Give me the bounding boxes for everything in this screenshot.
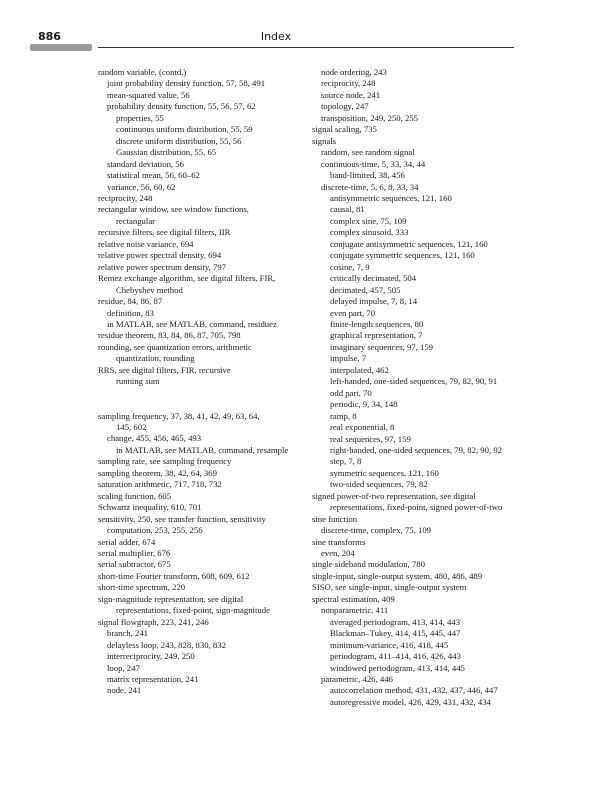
index-entry: signals xyxy=(312,135,337,146)
spacer xyxy=(98,388,310,399)
index-entry: decimated, 457, 505 xyxy=(330,284,401,295)
index-entry: averaged periodogram, 413, 414, 443 xyxy=(330,616,461,627)
index-entry: serial adder, 674 xyxy=(98,536,156,547)
index-entry: rectangular xyxy=(116,215,156,226)
index-entry: rounding, see quantization errors, arithmetic xyxy=(98,341,252,352)
index-entry: variance, 56, 60, 62 xyxy=(107,181,176,192)
index-entry: relative noise variance, 694 xyxy=(98,238,194,249)
index-entry: impulse, 7 xyxy=(330,353,367,364)
index-entry: representations, fixed-point, sign-magnitude xyxy=(116,605,270,616)
index-entry: sampling frequency, 37, 38, 41, 42, 49, 63, 64, xyxy=(98,410,260,421)
index-entry: antisymmetric sequences, 121, 160 xyxy=(330,192,452,203)
index-entry: right-handed, one-sided sequences, 79, 82, 90, 92 xyxy=(330,444,503,455)
index-entry: conjugate antisymmetric sequences, 121, 160 xyxy=(330,238,488,249)
index-entry: probability density function, 55, 56, 57, 62 xyxy=(107,101,256,112)
index-entry: scaling function, 605 xyxy=(98,490,172,501)
index-entry: representations, fixed-point, signed power-of-two xyxy=(330,502,503,513)
index-entry: in MATLAB, see MATLAB, command, resample xyxy=(116,444,289,455)
index-entry: autoregressive model, 426, 429, 431, 432, 434 xyxy=(330,696,491,707)
page-number: 886 xyxy=(38,30,61,43)
index-entry: matrix representation, 241 xyxy=(107,673,199,684)
index-entry: even, 204 xyxy=(321,548,355,559)
index-entry: random variable, (contd.) xyxy=(98,67,187,77)
index-entry: symmetric sequences, 121, 160 xyxy=(330,467,439,478)
index-entry: saturation arithmetic, 717, 718, 732 xyxy=(98,479,222,490)
index-entry: periodic, 9, 34, 148 xyxy=(330,399,398,410)
index-entry: windowed periodogram, 413, 414, 445 xyxy=(330,662,465,673)
thumb-tab-marker xyxy=(30,44,92,51)
index-entry: Remez exchange algorithm, see digital filters, FIR, xyxy=(98,273,276,284)
index-entry: sign-magnitude representation, see digital xyxy=(98,593,244,604)
index-entry: continuous-time, 5, 33, 34, 44 xyxy=(321,158,426,169)
index-entry: graphical representation, 7 xyxy=(330,330,423,341)
index-entry: SISO, see single-input, single-output system xyxy=(312,582,467,593)
page-header xyxy=(38,30,514,48)
index-entry: source node, 241 xyxy=(321,89,381,100)
index-entry: interreciprocity, 249, 250 xyxy=(107,651,195,662)
index-entry: sine transforms xyxy=(312,536,366,547)
index-entry: causal, 81 xyxy=(330,204,365,215)
index-entry: in MATLAB, see MATLAB, command, residuez xyxy=(107,318,277,329)
index-entry: Blackman–Tukey, 414, 415, 445, 447 xyxy=(330,628,461,639)
index-entry: short-time spectrum, 220 xyxy=(98,582,186,593)
index-entry: relative power spectral density, 694 xyxy=(98,250,222,261)
index-entry: sensitivity, 250, see transfer function, sensitivity xyxy=(98,513,266,524)
index-entry: short-time Fourier transform, 608, 609, 612 xyxy=(98,570,250,581)
index-entry: two-sided sequences, 79, 82 xyxy=(330,479,428,490)
index-entry: sampling rate, see sampling frequency xyxy=(98,456,232,467)
index-entry: single-input, single-output system, 480, 486, 489 xyxy=(312,570,483,581)
index-entry: branch, 241 xyxy=(107,628,149,639)
index-entry: RRS, see digital filters, FIR, recursive xyxy=(98,364,231,375)
index-entry: imaginary sequences, 97, 159 xyxy=(330,341,434,352)
index-entry: Chebyshev method xyxy=(116,284,183,295)
index-entry: step, 7, 8 xyxy=(330,456,362,467)
index-entry: spectral estimation, 409 xyxy=(312,593,395,604)
index-entry: residue theorem, 83, 84, 86, 87, 705, 798 xyxy=(98,330,241,341)
index-entry: continuous uniform distribution, 55, 59 xyxy=(116,124,253,135)
index-entry: properties, 55 xyxy=(116,112,164,123)
index-entry: serial multiplier, 676 xyxy=(98,548,171,558)
index-entry: even part, 70 xyxy=(330,307,376,318)
index-entry: joint probability density function, 57, 58, 491 xyxy=(107,78,266,89)
index-entry: residue, 84, 86, 87 xyxy=(98,296,163,307)
index-entry: delayless loop, 243, 828, 830, 832 xyxy=(107,639,226,650)
running-head: Index xyxy=(260,30,292,43)
index-entry: complex sinusoid, 333 xyxy=(330,227,409,238)
index-entry: discrete uniform distribution, 55, 56 xyxy=(116,135,242,146)
index-entry: nonparametric, 411 xyxy=(321,605,389,616)
header-rule xyxy=(98,47,514,48)
index-entry: random, see random signal xyxy=(321,147,415,158)
index-entry: statistical mean, 56, 60–62 xyxy=(107,170,200,181)
index-entry: standard deviation, 56 xyxy=(107,158,184,169)
index-entry: rectangular window, see window functions, xyxy=(98,204,249,215)
index-entry: change, 455, 456, 465, 493 xyxy=(107,433,202,444)
index-entry: single sideband modulation, 780 xyxy=(312,559,425,570)
index-entry: topology, 247 xyxy=(321,101,369,112)
index-entry: Gaussian distribution, 55, 65 xyxy=(116,147,217,158)
index-entry: reciprocity, 248 xyxy=(321,78,376,89)
index-entry: relative power spectrum density, 797 xyxy=(98,261,227,272)
index-entry: delayed impulse, 7, 8, 14 xyxy=(330,296,418,307)
index-entry: recursive filters, see digital filters, IIR xyxy=(98,227,231,238)
index-entry: computation, 253, 255, 256 xyxy=(107,525,203,536)
index-entry: running sum xyxy=(116,376,160,387)
index-entry: loop, 247 xyxy=(107,662,140,673)
index-entry: discrete-time, 5, 6, 8, 33, 34 xyxy=(321,181,419,192)
index-entry: node, 241 xyxy=(107,685,142,696)
index-entry: discrete-time, complex, 75, 109 xyxy=(321,525,432,536)
index-entry: signal scaling, 735 xyxy=(312,124,377,135)
index-entry: finite-length sequences, 80 xyxy=(330,318,424,329)
index-entry: Schwartz inequality, 610, 701 xyxy=(98,502,202,513)
index-column-left xyxy=(98,67,310,697)
index-entry: serial subtractor, 675 xyxy=(98,559,171,570)
index-entry: definition, 83 xyxy=(107,307,154,318)
index-entry: minimum-variance, 416, 418, 445 xyxy=(330,639,449,650)
index-entry: real exponential, 8 xyxy=(330,422,395,433)
index-entry: left-handed, one-sided sequences, 79, 82, 90, 91 xyxy=(330,376,498,387)
index-entry: sampling theorem, 38, 42, 64, 369 xyxy=(98,467,217,478)
index-entry: node ordering, 243 xyxy=(321,67,387,77)
index-entry: band-limited, 38, 456 xyxy=(330,170,405,181)
index-entry: transposition, 249, 250, 255 xyxy=(321,112,419,123)
index-entry: signed power-of-two representation, see digital xyxy=(312,490,476,501)
spacer xyxy=(98,399,310,410)
index-entry: mean-squared value, 56 xyxy=(107,89,190,100)
index-entry: sine function xyxy=(312,513,358,524)
index-entry: real sequences, 97, 159 xyxy=(330,433,411,444)
index-entry: periodogram, 411–414, 416, 426, 443 xyxy=(330,651,461,662)
index-entry: odd part, 70 xyxy=(330,387,372,398)
index-entry: 145, 602 xyxy=(116,422,147,433)
index-entry: autocorrelation method, 431, 432, 437, 446, 447 xyxy=(330,685,498,696)
index-entry: signal flowgraph, 223, 241, 246 xyxy=(98,616,209,627)
index-entry: conjugate symmetric sequences, 121, 160 xyxy=(330,250,475,261)
index-entry: parametric, 426, 446 xyxy=(321,674,393,685)
index-entry: reciprocity, 248 xyxy=(98,192,153,203)
index-entry: interpolated, 462 xyxy=(330,364,389,375)
index-column-right xyxy=(312,67,524,708)
index-entry: ramp, 8 xyxy=(330,410,357,421)
index-entry: quantization, rounding xyxy=(116,353,195,364)
index-entry: critically decimated, 504 xyxy=(330,273,417,284)
index-entry: cosine, 7, 9 xyxy=(330,261,370,272)
index-entry: complex sine, 75, 109 xyxy=(330,215,407,226)
